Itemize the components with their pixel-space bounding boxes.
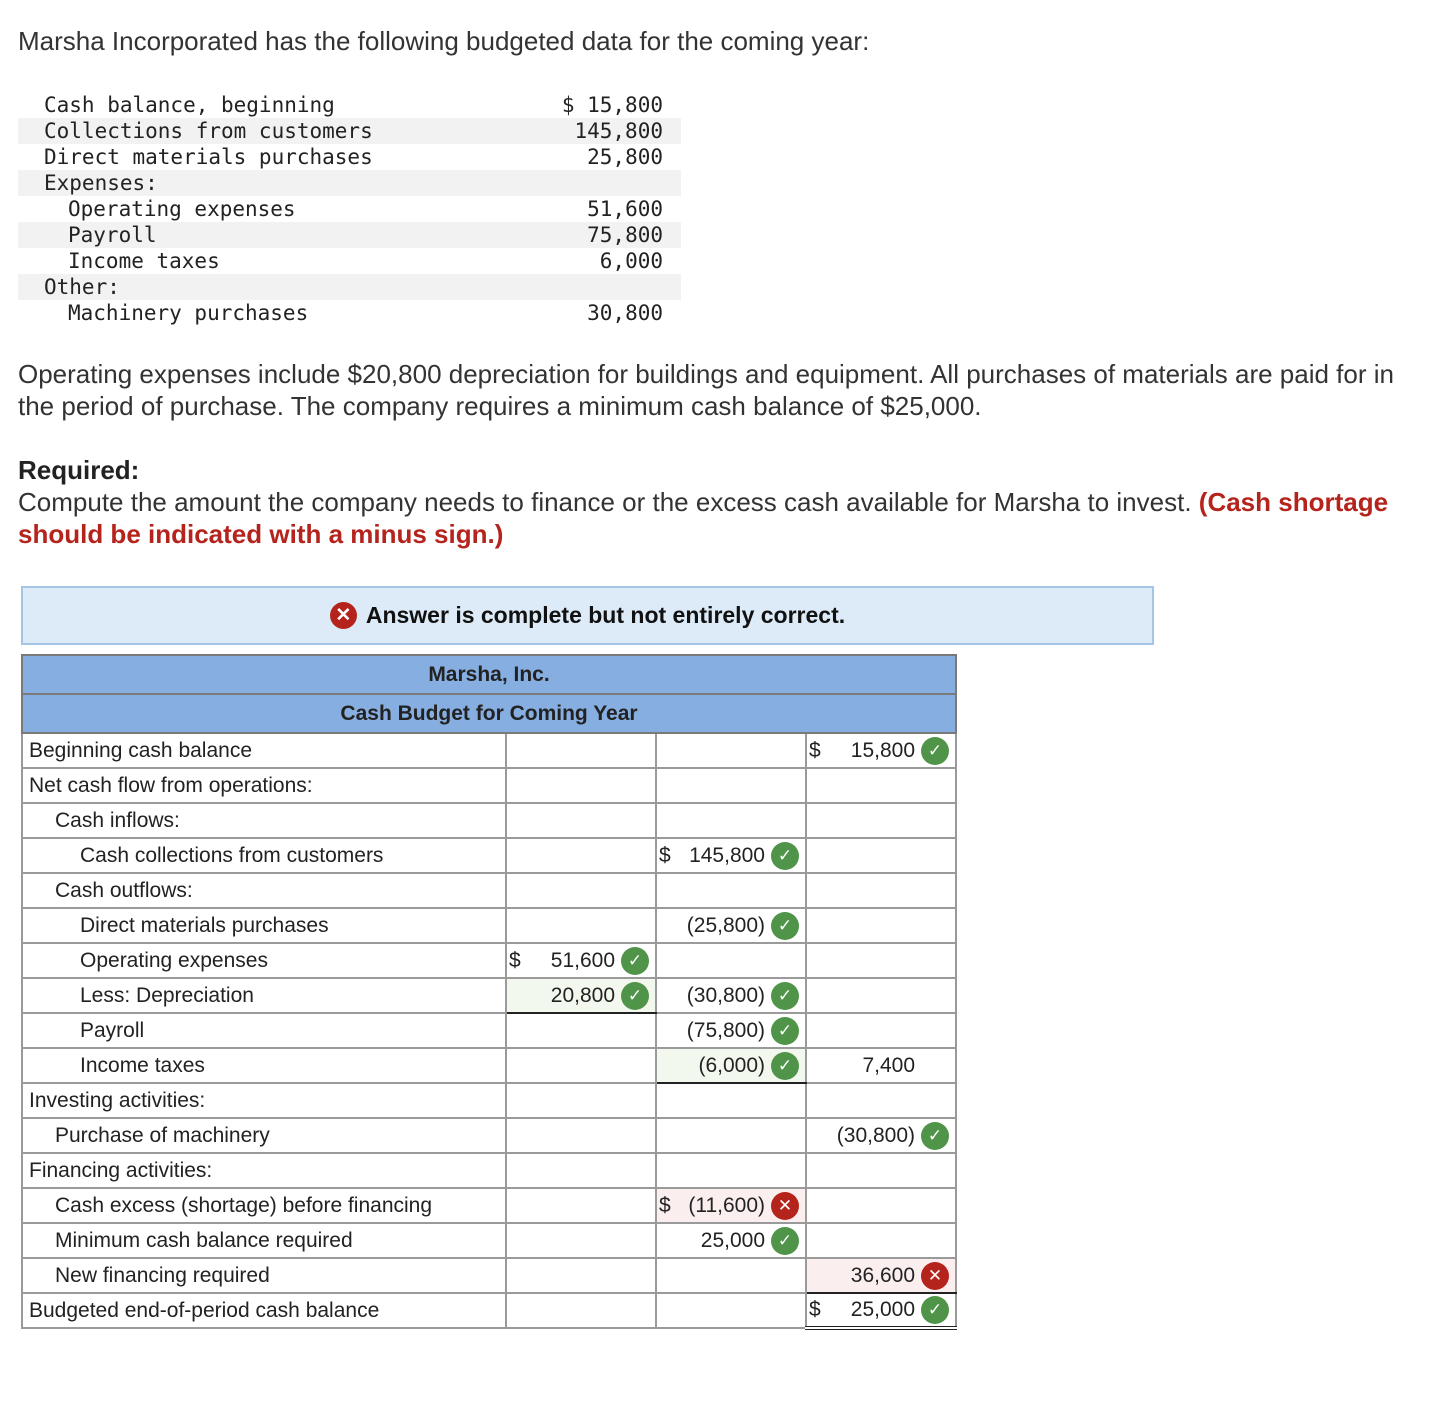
cell-empty	[656, 1258, 806, 1293]
cell-empty	[506, 1293, 656, 1328]
given-value: $ 15,800	[561, 93, 663, 117]
answer-value: (30,800)	[836, 1123, 916, 1147]
table-row	[22, 733, 956, 768]
budget-title: Cash Budget for Coming Year	[22, 694, 956, 733]
intro-text: Marsha Incorporated has the following budgeted data for the coming year:	[18, 26, 870, 56]
row-label: Cash excess (shortage) before financing	[22, 1188, 506, 1223]
answer-cell[interactable]	[806, 1118, 956, 1153]
cell-empty	[656, 943, 806, 978]
given-label: Machinery purchases	[68, 301, 309, 325]
row-label: Purchase of machinery	[22, 1118, 506, 1153]
cell-empty	[506, 733, 656, 768]
dollar-sign: $	[809, 1298, 821, 1321]
cell-empty	[806, 803, 956, 838]
table-row	[22, 978, 956, 1013]
answer-status-banner	[21, 586, 1154, 645]
given-row	[18, 300, 681, 326]
check-icon: ✓	[771, 912, 799, 940]
given-data-table	[18, 92, 681, 326]
table-row	[22, 908, 956, 943]
cell-empty	[506, 873, 656, 908]
cell-empty	[806, 838, 956, 873]
dollar-sign: $	[659, 1193, 671, 1217]
row-label: Less: Depreciation	[22, 978, 506, 1013]
cell-empty	[506, 1013, 656, 1048]
given-row	[18, 92, 681, 118]
cell-empty	[506, 1118, 656, 1153]
given-value	[538, 274, 681, 300]
answer-value: 7,400	[862, 1053, 916, 1077]
cell-empty	[806, 1013, 956, 1048]
given-row	[18, 274, 681, 300]
cell-empty	[806, 1223, 956, 1258]
table-row	[22, 1188, 956, 1223]
dollar-sign: $	[809, 738, 821, 762]
given-row	[18, 144, 681, 170]
table-row	[22, 1223, 956, 1258]
table-row	[22, 1048, 956, 1083]
cell-empty	[806, 1083, 956, 1118]
row-label: Budgeted end-of-period cash balance	[22, 1293, 506, 1328]
row-label: Cash outflows:	[22, 873, 506, 908]
table-row	[22, 1083, 956, 1118]
table-row	[22, 768, 956, 803]
cell-empty	[656, 803, 806, 838]
given-value: 30,800	[587, 301, 663, 325]
cell-empty	[506, 1223, 656, 1258]
row-label: Minimum cash balance required	[22, 1223, 506, 1258]
row-label: Direct materials purchases	[22, 908, 506, 943]
cell-empty	[806, 768, 956, 803]
given-row	[18, 118, 681, 144]
row-label: Beginning cash balance	[22, 733, 506, 768]
given-label: Other:	[18, 274, 538, 300]
given-label: Expenses:	[18, 170, 538, 196]
row-label: Cash inflows:	[22, 803, 506, 838]
cell-empty	[656, 873, 806, 908]
row-label: Cash collections from customers	[22, 838, 506, 873]
answer-value: 20,800	[550, 983, 615, 1007]
answer-cell[interactable]	[806, 1258, 956, 1293]
given-label: Operating expenses	[68, 197, 296, 221]
cell-empty	[506, 1258, 656, 1293]
table-row	[22, 1013, 956, 1048]
check-icon: ✓	[921, 737, 949, 765]
answer-value: 145,800	[689, 843, 765, 867]
check-icon: ✓	[621, 982, 649, 1010]
row-label: Operating expenses	[22, 943, 506, 978]
incorrect-icon: ✕	[330, 602, 357, 629]
row-label: Income taxes	[22, 1048, 506, 1083]
cell-empty	[656, 1293, 806, 1328]
answer-cell[interactable]	[656, 1223, 806, 1258]
cell-empty	[506, 1153, 656, 1188]
table-row	[22, 1118, 956, 1153]
given-row	[18, 170, 681, 196]
cell-empty	[806, 1153, 956, 1188]
row-label: Investing activities:	[22, 1083, 506, 1118]
row-label: New financing required	[22, 1258, 506, 1293]
table-row	[22, 838, 956, 873]
cell-empty	[656, 1118, 806, 1153]
answer-cell[interactable]	[806, 733, 956, 768]
check-icon: ✓	[921, 1122, 949, 1150]
table-row	[22, 1153, 956, 1188]
answer-cell[interactable]	[806, 1048, 956, 1083]
answer-value: (75,800)	[686, 1018, 765, 1042]
given-row	[18, 248, 681, 274]
cell-empty	[656, 768, 806, 803]
table-row	[22, 873, 956, 908]
cell-empty	[806, 873, 956, 908]
cell-empty	[656, 733, 806, 768]
given-value: 51,600	[587, 197, 663, 221]
cell-empty	[506, 838, 656, 873]
dollar-sign: $	[659, 843, 671, 867]
table-row	[22, 1258, 956, 1293]
cell-empty	[806, 943, 956, 978]
answer-cell[interactable]	[506, 978, 656, 1013]
given-value: 6,000	[599, 249, 663, 273]
given-row	[18, 222, 681, 248]
given-label: Collections from customers	[18, 118, 538, 144]
check-icon: ✓	[771, 1052, 799, 1080]
cell-empty	[506, 768, 656, 803]
answer-value: 25,000	[850, 1298, 916, 1321]
answer-value: (30,800)	[686, 983, 765, 1007]
row-label: Financing activities:	[22, 1153, 506, 1188]
cell-empty	[806, 908, 956, 943]
budget-company: Marsha, Inc.	[22, 655, 956, 694]
given-label: Direct materials purchases	[44, 145, 373, 169]
incorrect-icon: ✕	[771, 1192, 799, 1220]
answer-cell[interactable]	[656, 978, 806, 1013]
required-heading: Required:	[18, 455, 140, 485]
cash-budget-table	[21, 654, 957, 1330]
answer-cell[interactable]	[656, 1013, 806, 1048]
cell-empty	[506, 1048, 656, 1083]
problem-paragraph: Operating expenses include $20,800 depreciation for buildings and equipment. All purchases of materials are paid for in the period of purchase. The company requires a minimum cash balance of $25,000.	[18, 359, 1394, 421]
answer-value: 25,000	[700, 1228, 765, 1252]
given-value: 25,800	[587, 145, 663, 169]
cell-empty	[656, 1153, 806, 1188]
given-label: Payroll	[18, 222, 538, 248]
required-note: (Cash shortage should be indicated with a minus sign.)	[18, 487, 1389, 549]
answer-value: (6,000)	[698, 1053, 765, 1077]
banner-text: Answer is complete but not entirely correct.	[365, 602, 846, 628]
given-value: 145,800	[538, 118, 681, 144]
table-row	[22, 803, 956, 838]
check-icon: ✓	[771, 842, 799, 870]
required-instructions	[18, 486, 1418, 550]
required-text: Compute the amount the company needs to finance or the excess cash available for Marsha to invest.	[18, 487, 1192, 517]
cell-empty	[506, 908, 656, 943]
answer-value: (11,600)	[688, 1193, 765, 1217]
cell-empty	[506, 1083, 656, 1118]
check-icon: ✓	[621, 947, 649, 975]
given-label: Income taxes	[68, 249, 220, 273]
row-label: Net cash flow from operations:	[22, 768, 506, 803]
check-icon: ✓	[771, 1227, 799, 1255]
cell-empty	[806, 1188, 956, 1223]
incorrect-icon: ✕	[921, 1262, 949, 1290]
dollar-sign: $	[509, 948, 521, 972]
answer-value: (25,800)	[686, 913, 765, 937]
answer-cell[interactable]	[506, 943, 656, 978]
cell-empty	[806, 978, 956, 1013]
cell-empty	[506, 1188, 656, 1223]
answer-value: 51,600	[550, 948, 615, 972]
answer-cell[interactable]	[656, 1048, 806, 1083]
answer-value: 36,600	[850, 1263, 916, 1287]
row-label: Payroll	[22, 1013, 506, 1048]
given-value: 75,800	[538, 222, 681, 248]
given-value	[538, 170, 681, 196]
answer-cell[interactable]	[656, 1188, 806, 1223]
answer-cell[interactable]	[806, 1293, 956, 1328]
cell-empty	[506, 803, 656, 838]
check-icon: ✓	[921, 1296, 949, 1324]
table-row	[22, 943, 956, 978]
table-row	[22, 1293, 956, 1328]
given-label: Cash balance, beginning	[44, 93, 335, 117]
answer-cell[interactable]	[656, 908, 806, 943]
cell-empty	[656, 1083, 806, 1118]
check-icon: ✓	[771, 982, 799, 1010]
answer-cell[interactable]	[656, 838, 806, 873]
given-row	[18, 196, 681, 222]
answer-value: 15,800	[850, 738, 916, 762]
check-icon: ✓	[771, 1017, 799, 1045]
